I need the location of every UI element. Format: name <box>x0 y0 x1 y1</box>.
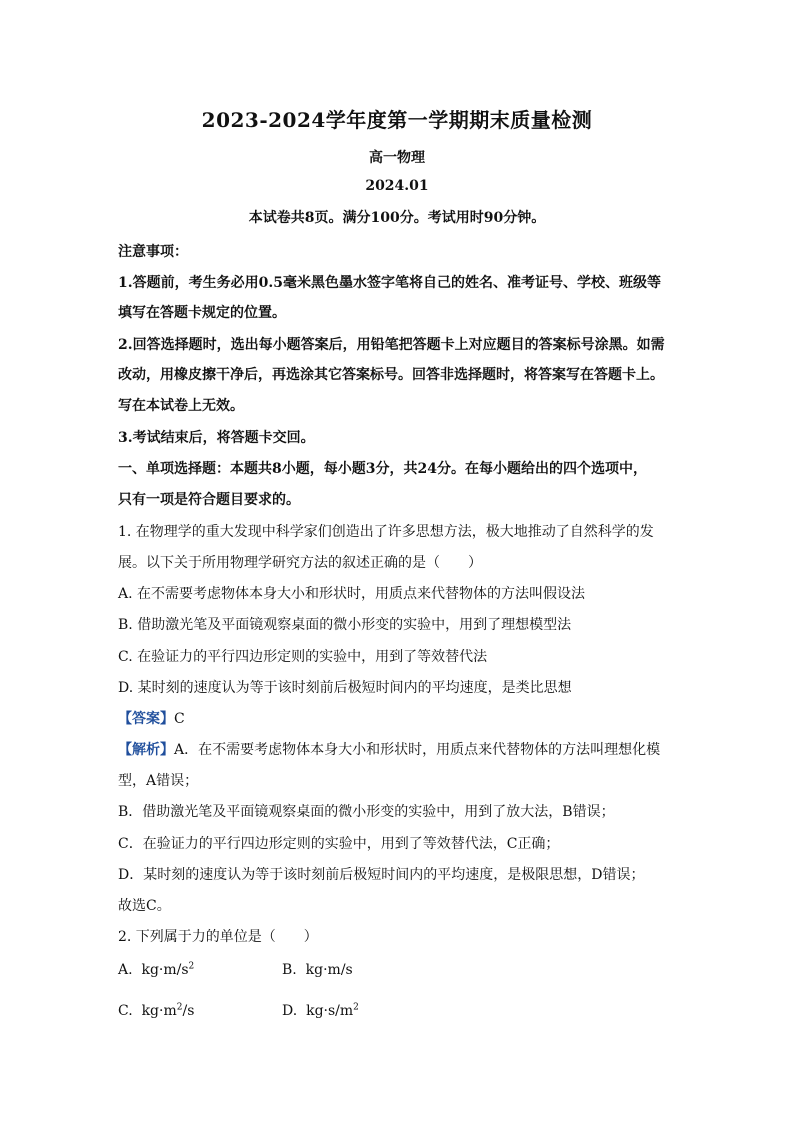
option-label: C. <box>118 1003 133 1019</box>
analysis-text: A．在不需要考虑物体本身大小和形状时，用质点来代替物体的方法叫理想化模 <box>174 742 661 758</box>
analysis-tag: 【解析】 <box>118 742 174 758</box>
notice-item-2-line-1: 2.回答选择题时，选出每小题答案后，用铅笔把答题卡上对应题目的答案标号涂黑。如需 <box>118 337 665 353</box>
notice-item-2-line-2: 改动，用橡皮擦干净后，再选涂其它答案标号。回答非选择题时，将答案写在答题卡上。 <box>118 367 664 383</box>
question-1-conclusion: 故选C。 <box>118 898 171 914</box>
question-1-option-b: B. 借助激光笔及平面镜观察桌面的微小形变的实验中，用到了理想模型法 <box>118 617 572 633</box>
option-label: D. <box>282 1003 298 1019</box>
option-unit: kg·s/m <box>306 1003 354 1019</box>
option-unit: kg·m/s <box>305 962 353 978</box>
page-title: 2023-2024学年度第一学期期末质量检测 <box>201 108 593 132</box>
notice-item-1-line-2: 填写在答题卡规定的位置。 <box>118 305 286 321</box>
option-unit: kg·m <box>141 1003 177 1019</box>
question-1-analysis-b: B．借助激光笔及平面镜观察桌面的微小形变的实验中，用到了放大法，B错误； <box>118 804 615 820</box>
question-1-analysis-c: C．在验证力的平行四边形定则的实验中，用到了等效替代法，C正确； <box>118 836 560 852</box>
question-1-answer <box>118 708 185 728</box>
answer-tag: 【答案】 <box>118 711 174 727</box>
question-1-analysis-line-2: 型，A错误； <box>118 773 199 789</box>
section-1-heading-line-2: 只有一项是符合题目要求的。 <box>118 492 300 508</box>
question-1-analysis-line-1 <box>118 739 660 759</box>
option-label: B. <box>282 962 297 978</box>
question-2-stem: 2. 下列属于力的单位是（ ） <box>118 929 318 945</box>
option-exponent: 2 <box>353 1002 359 1013</box>
option-unit: kg·m/s <box>141 962 189 978</box>
question-2-option-c <box>118 1003 194 1019</box>
question-1-analysis-d: D．某时刻的速度认为等于该时刻前后极短时间内的平均速度，是极限思想，D错误； <box>118 867 645 883</box>
question-1-option-a: A. 在不需要考虑物体本身大小和形状时，用质点来代替物体的方法叫假设法 <box>118 586 586 602</box>
question-2-option-b <box>282 962 353 978</box>
question-1-stem-line-2: 展。以下关于所用物理学研究方法的叙述正确的是（ ） <box>118 555 482 571</box>
exam-date: 2024.01 <box>365 178 429 194</box>
option-label: A. <box>118 962 133 978</box>
answer-value: C <box>174 711 185 727</box>
question-1-stem-line-1: 1. 在物理学的重大发现中科学家们创造出了许多思想方法，极大地推动了自然科学的发 <box>118 524 654 540</box>
question-1-option-d: D. 某时刻的速度认为等于该时刻前后极短时间内的平均速度，是类比思想 <box>118 680 572 696</box>
question-2-option-a <box>118 962 194 978</box>
question-2-option-d <box>282 1003 359 1019</box>
option-exponent: 2 <box>188 961 195 972</box>
question-1-option-c: C. 在验证力的平行四边形定则的实验中，用到了等效替代法 <box>118 649 488 665</box>
option-unit-tail: /s <box>182 1003 195 1019</box>
notice-item-1-line-1: 1.答题前，考生务必用0.5毫米黑色墨水签字笔将自己的姓名、准考证号、学校、班级等 <box>118 275 661 291</box>
notice-item-3: 3.考试结束后，将答题卡交回。 <box>118 430 315 446</box>
section-1-heading-line-1: 一、单项选择题：本题共8小题，每小题3分，共24分。在每小题给出的四个选项中， <box>118 461 647 477</box>
option-exponent: 2 <box>176 1002 183 1013</box>
exam-info: 本试卷共8页。满分100分。考试用时90分钟。 <box>248 210 546 226</box>
notice-item-2-line-3: 写在本试卷上无效。 <box>118 398 244 414</box>
notice-heading: 注意事项： <box>118 244 188 260</box>
subject-label: 高一物理 <box>369 150 425 166</box>
